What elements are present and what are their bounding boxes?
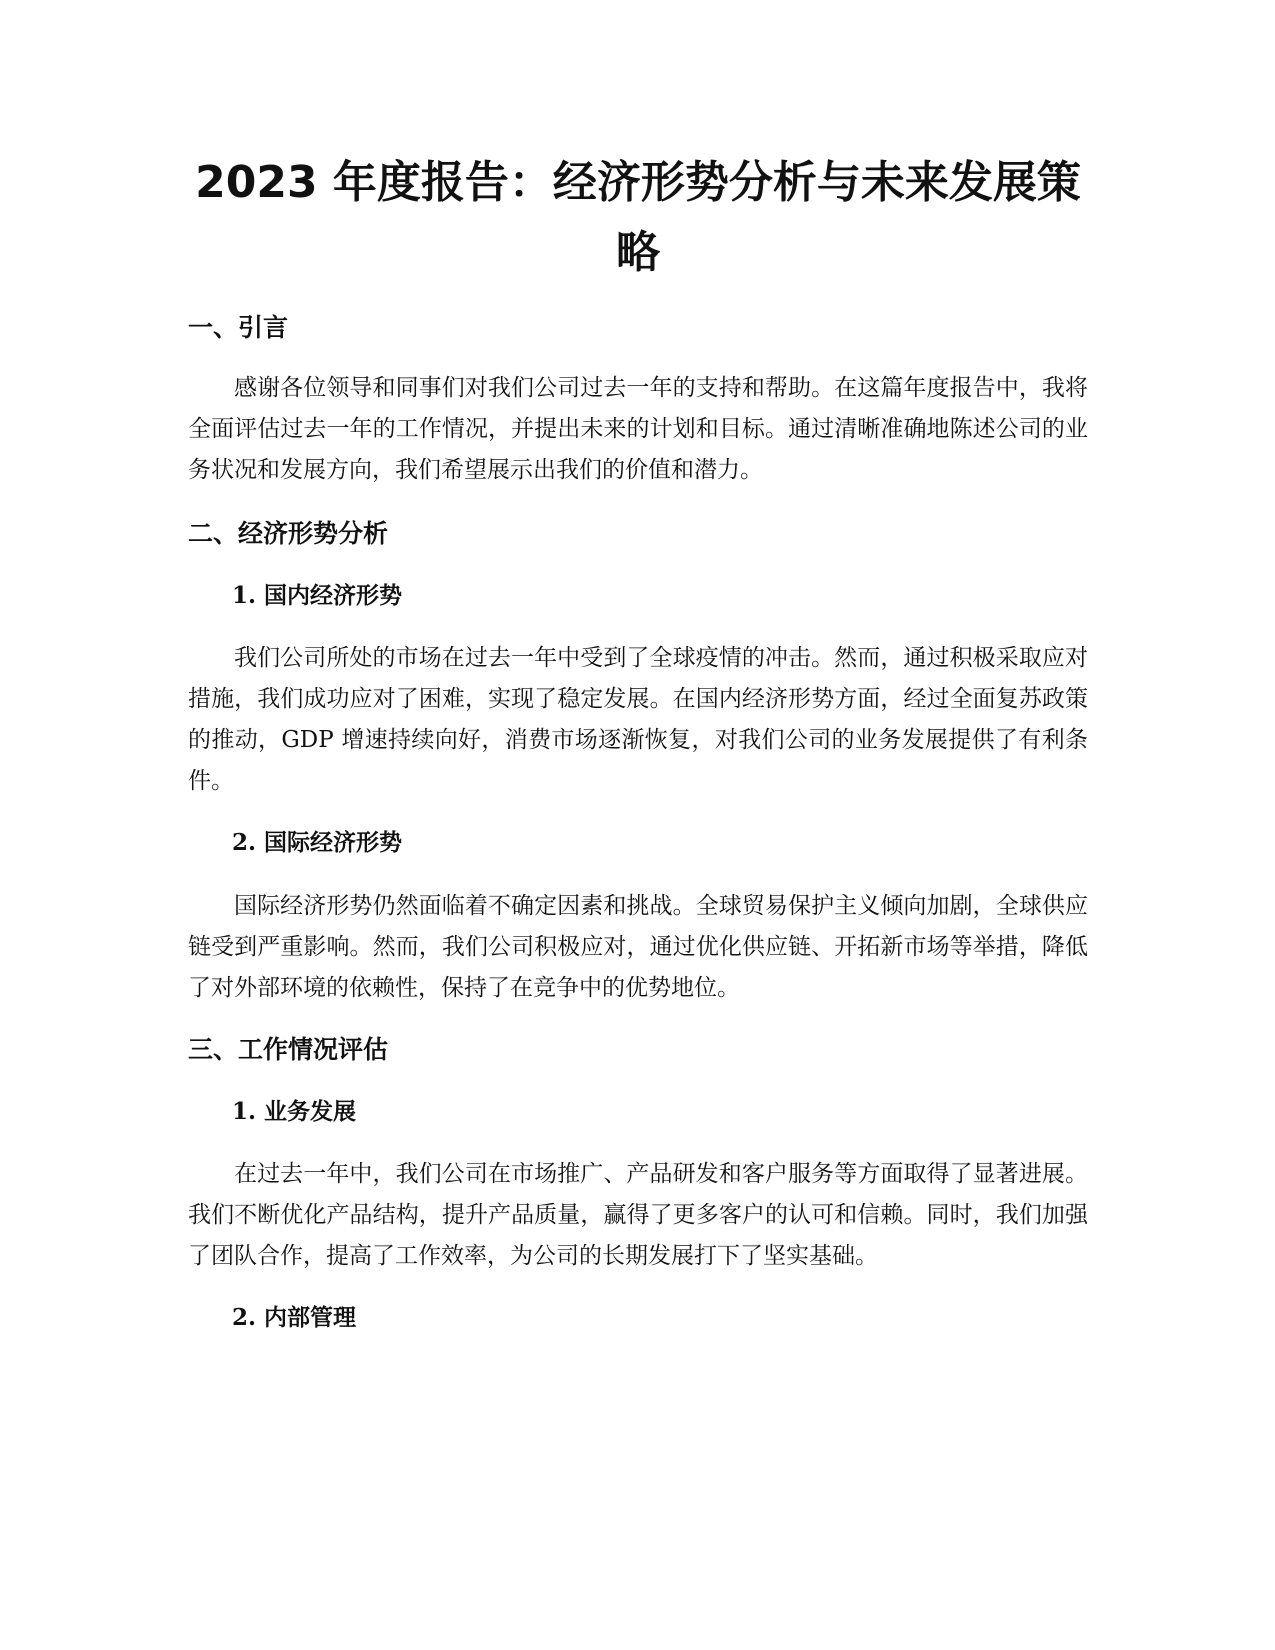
document-page: [188, 0, 1088, 1650]
paragraph-domestic-economy: 我们公司所处的市场在过去一年中受到了全球疫情的冲击。然而，通过积极采取应对措施，我们成功应对了困难，实现了稳定发展。在国内经济形势方面，经过全面复苏政策的推动，GDP 增速持续向好，消费市场逐渐恢复，对我们公司的业务发展提供了有利条件。: [188, 645, 1088, 794]
subsection-heading-business-development: 1. 业务发展: [232, 1098, 357, 1125]
subsection-heading-domestic-economy: 1. 国内经济形势: [232, 582, 403, 609]
subsection-heading-international-economy: 2. 国际经济形势: [232, 829, 403, 856]
document-title: 2023 年度报告：经济形势分析与未来发展策略: [195, 157, 1081, 278]
paragraph-business-development: 在过去一年中，我们公司在市场推广、产品研发和客户服务等方面取得了显著进展。我们不断优化产品结构，提升产品质量，赢得了更多客户的认可和信赖。同时，我们加强了团队合作，提高了工作效率，为公司的长期发展打下了坚实基础。: [188, 1161, 1088, 1269]
paragraph-international-economy: 国际经济形势仍然面临着不确定因素和挑战。全球贸易保护主义倾向加剧，全球供应链受到严重影响。然而，我们公司积极应对，通过优化供应链、开拓新市场等举措，降低了对外部环境的依赖性，保持了在竞争中的优势地位。: [188, 893, 1088, 1001]
section-heading-work-evaluation: 三、工作情况评估: [188, 1035, 389, 1064]
paragraph-introduction: 感谢各位领导和同事们对我们公司过去一年的支持和帮助。在这篇年度报告中，我将全面评估过去一年的工作情况，并提出未来的计划和目标。通过清晰准确地陈述公司的业务状况和发展方向，我们希望展示出我们的价值和潜力。: [188, 375, 1088, 483]
subsection-heading-internal-management: 2. 内部管理: [232, 1304, 357, 1331]
section-heading-introduction: 一、引言: [188, 313, 289, 342]
section-heading-economic-analysis: 二、经济形势分析: [188, 519, 389, 548]
